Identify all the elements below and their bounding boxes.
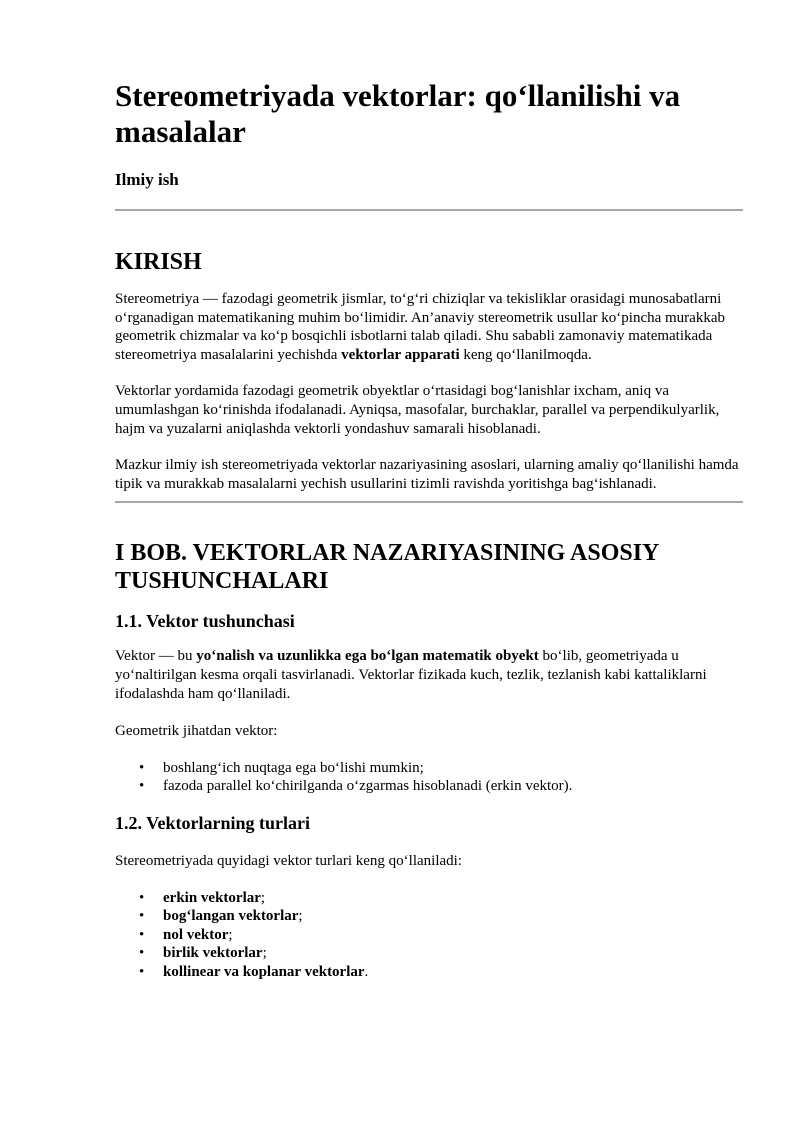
list-item: • birlik vektorlar; (139, 945, 267, 962)
bullet-icon: • (139, 759, 145, 776)
divider (115, 209, 743, 211)
document-title: Stereometriyada vektorlar: qo‘llanilishi va masalalar (115, 78, 681, 149)
bullet-icon: • (139, 945, 145, 962)
bullet-icon: • (139, 963, 145, 980)
intro-paragraph-3: Mazkur ilmiy ish stereometriyada vektorlar nazariyasining asoslari, ularning amaliy qo‘llanilishi hamda tipik va murakkab masalalarni yechish usullarini tizimli ravishda yoritishga bag‘ishlanadi. (115, 457, 739, 492)
list-item: • kollinear va koplanar vektorlar. (139, 963, 369, 980)
list-item: • bog‘langan vektorlar; (139, 908, 303, 925)
bullet-icon: • (139, 778, 145, 795)
bullet-icon: • (139, 926, 145, 943)
vector-types-list (115, 889, 743, 982)
bullet-icon: • (139, 889, 145, 906)
bullet-icon: • (139, 908, 145, 925)
list-item: • boshlang‘ich nuqtaga ega bo‘lishi mumkin; (139, 759, 424, 776)
list-item: • erkin vektorlar; (139, 889, 266, 906)
list-item: • nol vektor; (139, 926, 233, 943)
section-1-1-heading: 1.1. Vektor tushunchasi (115, 611, 295, 632)
document-page (115, 0, 743, 981)
intro-heading: KIRISH (115, 249, 202, 275)
section-1-2-paragraph-1: Stereometriyada quyidagi vektor turlari keng qo‘llaniladi: (115, 852, 462, 869)
intro-paragraph-2: Vektorlar yordamida fazodagi geometrik obyektlar o‘rtasidagi bog‘lanishlar ixcham, aniq va umumlashgan ko‘rinishda ifodalanadi. Ayniqsa, masofalar, burchaklar, parallel va perpendikulyarlik, hajm va yuzalarni aniqlashda vektorli yondashuv samarali hisoblanadi. (115, 383, 720, 437)
list-item: • fazoda parallel ko‘chirilganda o‘zgarmas hisoblanadi (erkin vektor). (139, 778, 573, 795)
intro-paragraph-1: Stereometriya — fazodagi geometrik jismlar, to‘g‘ri chiziqlar va tekisliklar orasidagi munosabatlarni o‘rganadigan matematikaning muhim bo‘limidir. An’anaviy stereometrik usullar ko‘pincha murakkab geometrik chizmalar va ko‘p bosqichli isbotlarni talab qiladi. Shu sababli zamonaviy matematikada stereometriya masalalarini yechishda vektorlar apparati keng qo‘llanilmoqda. (115, 291, 725, 363)
section-1-2-heading: 1.2. Vektorlarning turlari (115, 812, 311, 833)
vector-properties-list (115, 759, 743, 796)
chapter-1-heading: I BOB. VEKTORLAR NAZARIYASINING ASOSIY TUSHUNCHALARI (115, 540, 659, 595)
section-1-1-paragraph-1: Vektor — bu yo‘nalish va uzunlikka ega bo‘lgan matematik obyekt bo‘lib, geometriyada u yo‘naltirilgan kesma orqali tasvirlanadi. Vektorlar fizikada kuch, tezlik, tezlanish kabi kattaliklarni ifodalashda ham qo‘llaniladi. (115, 648, 707, 702)
section-1-1-paragraph-2: Geometrik jihatdan vektor: (115, 723, 278, 740)
divider (115, 501, 743, 503)
document-subtitle: Ilmiy ish (115, 170, 179, 189)
